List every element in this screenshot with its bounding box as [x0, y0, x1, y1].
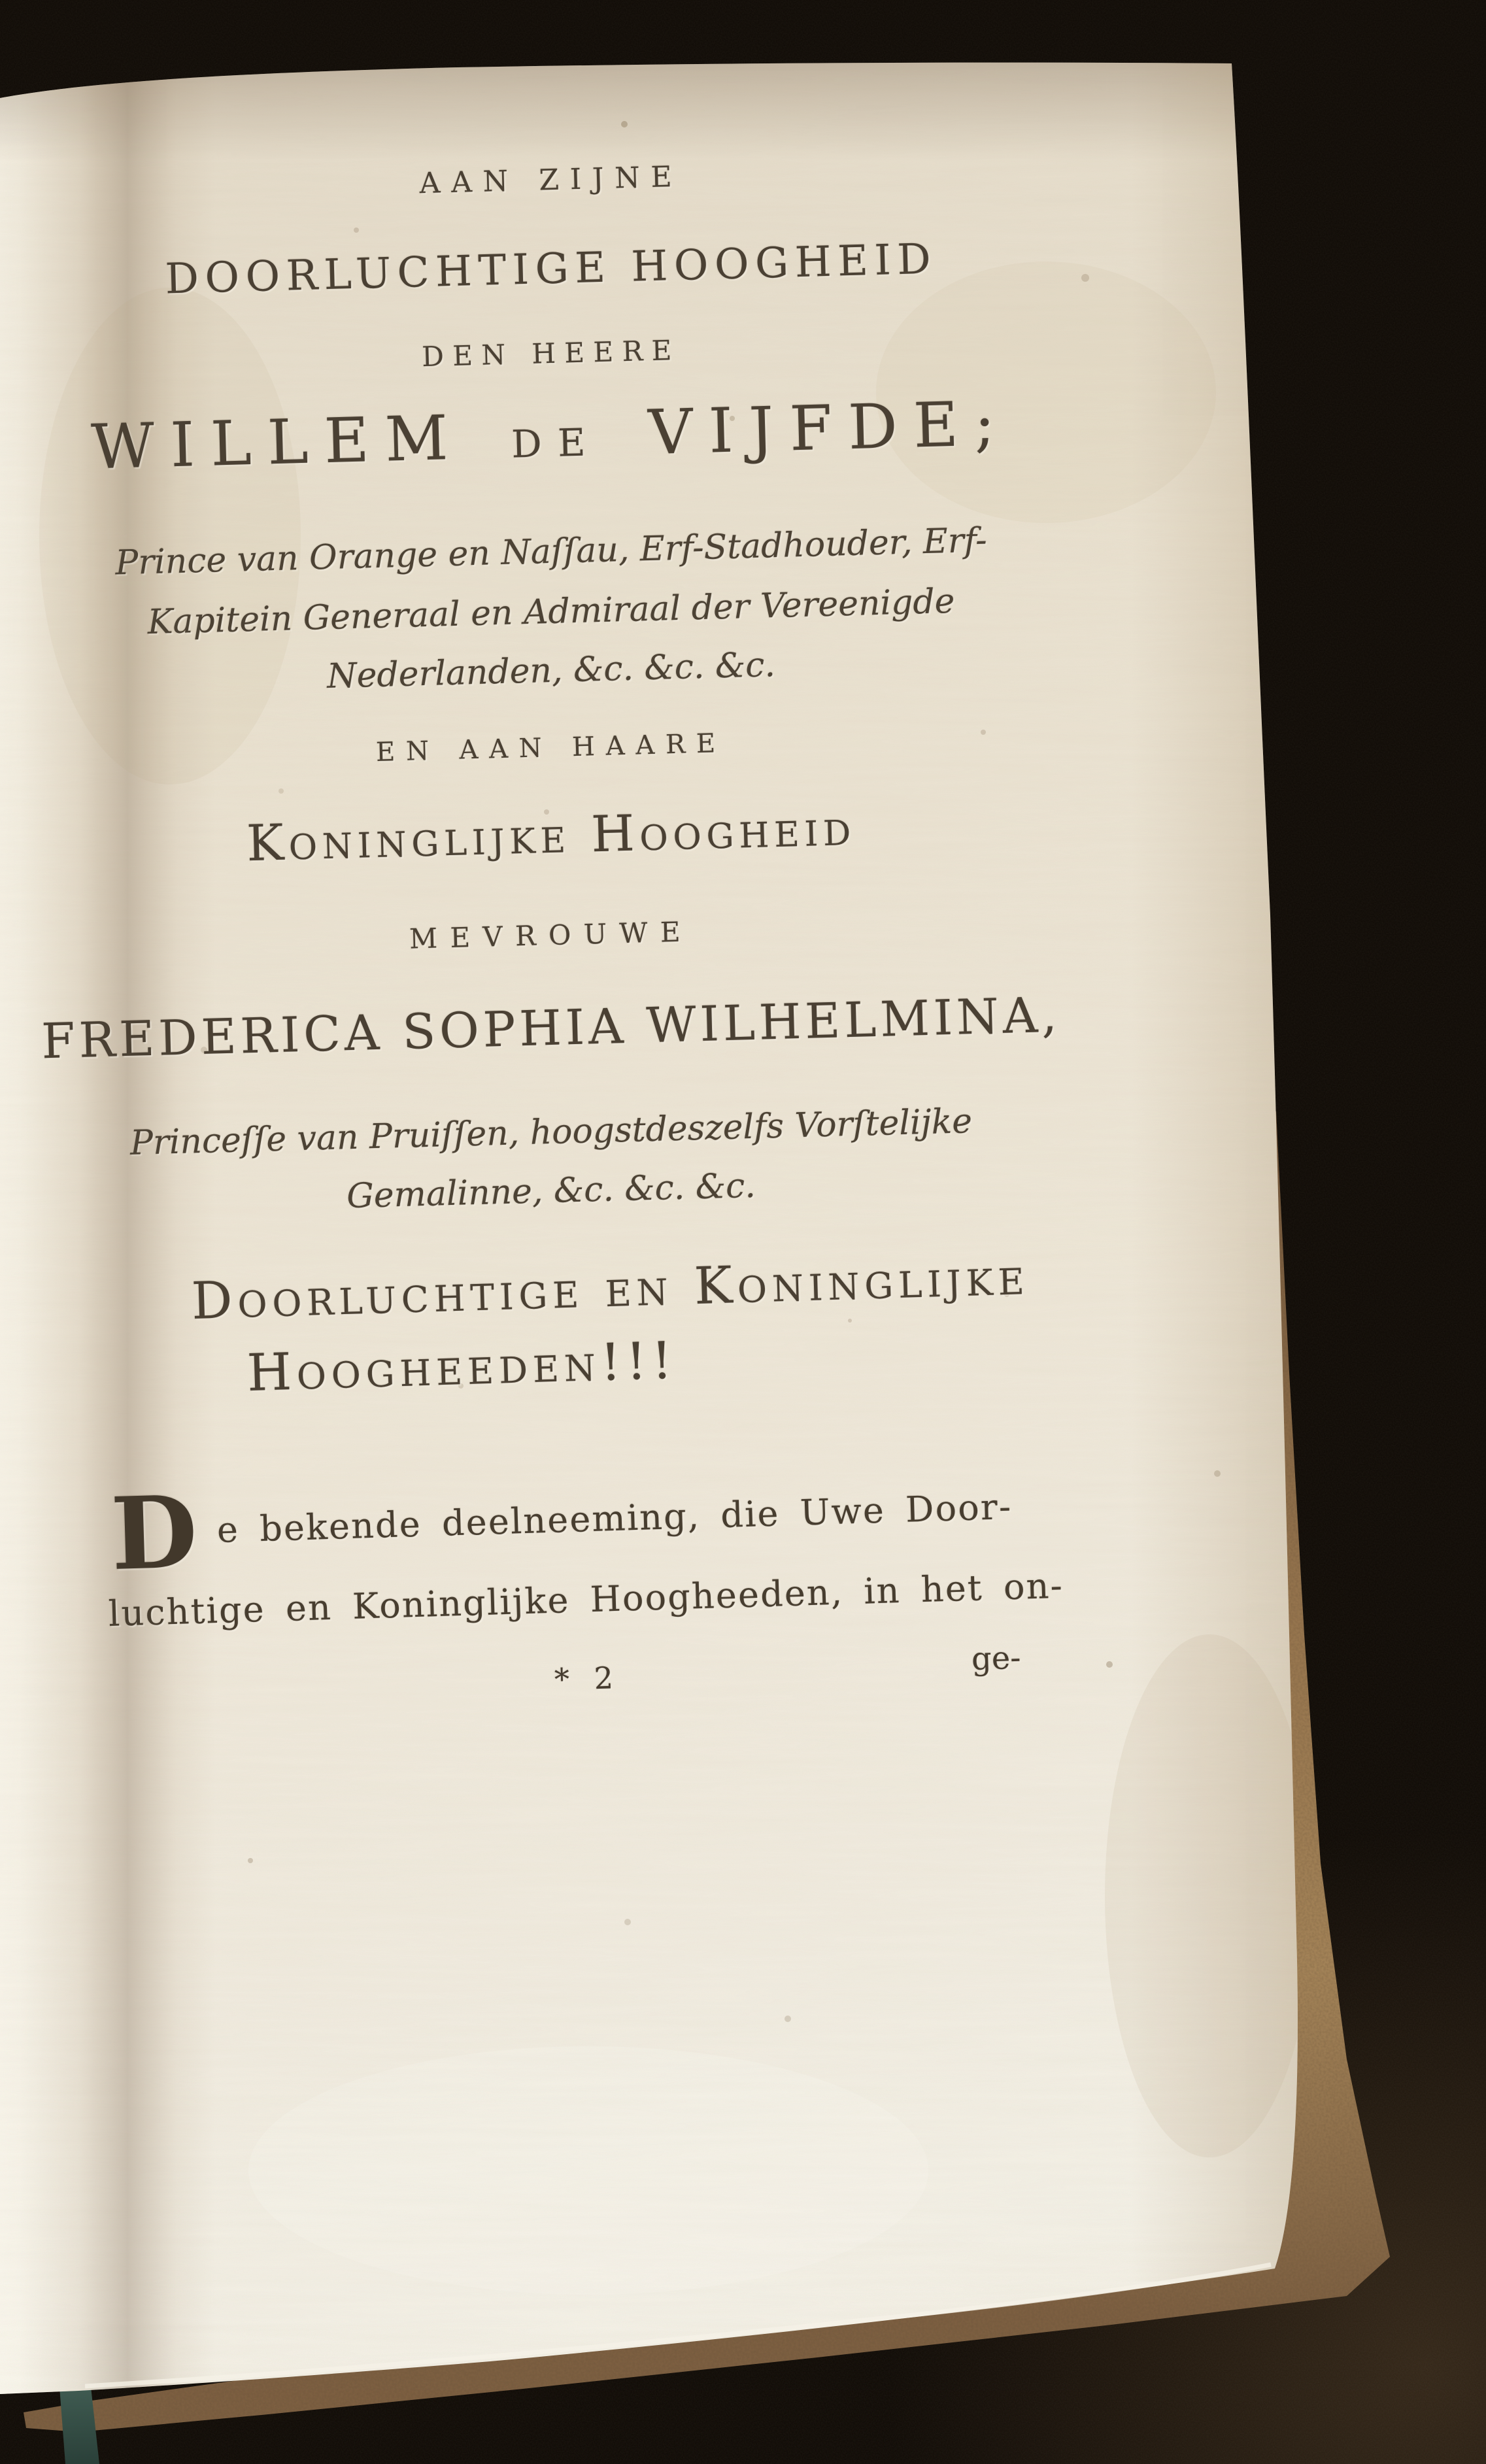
dedication-line-koninglijke-hoogheid: Koninglijke Hoogheid	[246, 798, 856, 873]
salutation-line1: Doorluchtige en Koninglijke	[190, 1247, 1030, 1331]
dedication-line-aan-zijne: AAN ZIJNE	[419, 160, 683, 201]
signature-mark: * 2	[554, 1660, 622, 1697]
willem-titles-line3: Nederlanden, &c. &c. &c.	[326, 645, 776, 696]
willem-titles-line2: Kapitein Generaal en Admiraal der Vereenigde	[146, 581, 956, 643]
dedication-name-frederica: FREDERICA SOPHIA WILHELMINA,	[41, 987, 1062, 1070]
body-line2: luchtige en Koninglijke Hoogheeden, in het on-	[108, 1564, 1064, 1634]
willem-titles-line1: Prince van Orange en Naſſau, Erf-Stadhouder, Erf-	[114, 520, 988, 583]
willem-part2: DE	[511, 420, 602, 467]
salutation-line2: Hoogheeden!!!	[246, 1331, 679, 1403]
frederica-titles-line1: Princeſſe van Pruiſſen, hoogstdeszelfs Vorſtelijke	[129, 1102, 973, 1163]
dedication-line-en-aan-haare: EN AAN HAARE	[375, 728, 727, 768]
willem-part1: WILLEM	[90, 402, 465, 484]
dedication-name-willem	[0, 388, 1103, 484]
dedication-line-doorluchtige-hoogheid: DOORLUCHTIGE HOOGHEID	[164, 235, 938, 304]
body-line1: e bekende deelneeming, die Uwe Door-	[216, 1485, 1013, 1551]
dedication-line-den-heere: DEN HEERE	[421, 333, 681, 373]
body-dropcap: D	[109, 1473, 199, 1593]
frederica-titles-line2: Gemalinne, &c. &c. &c.	[346, 1166, 756, 1217]
dedication-line-mevrouwe: MEVROUWE	[409, 915, 694, 955]
catchword: ge-	[971, 1639, 1022, 1678]
willem-part3: VIJFDE;	[647, 388, 1012, 469]
